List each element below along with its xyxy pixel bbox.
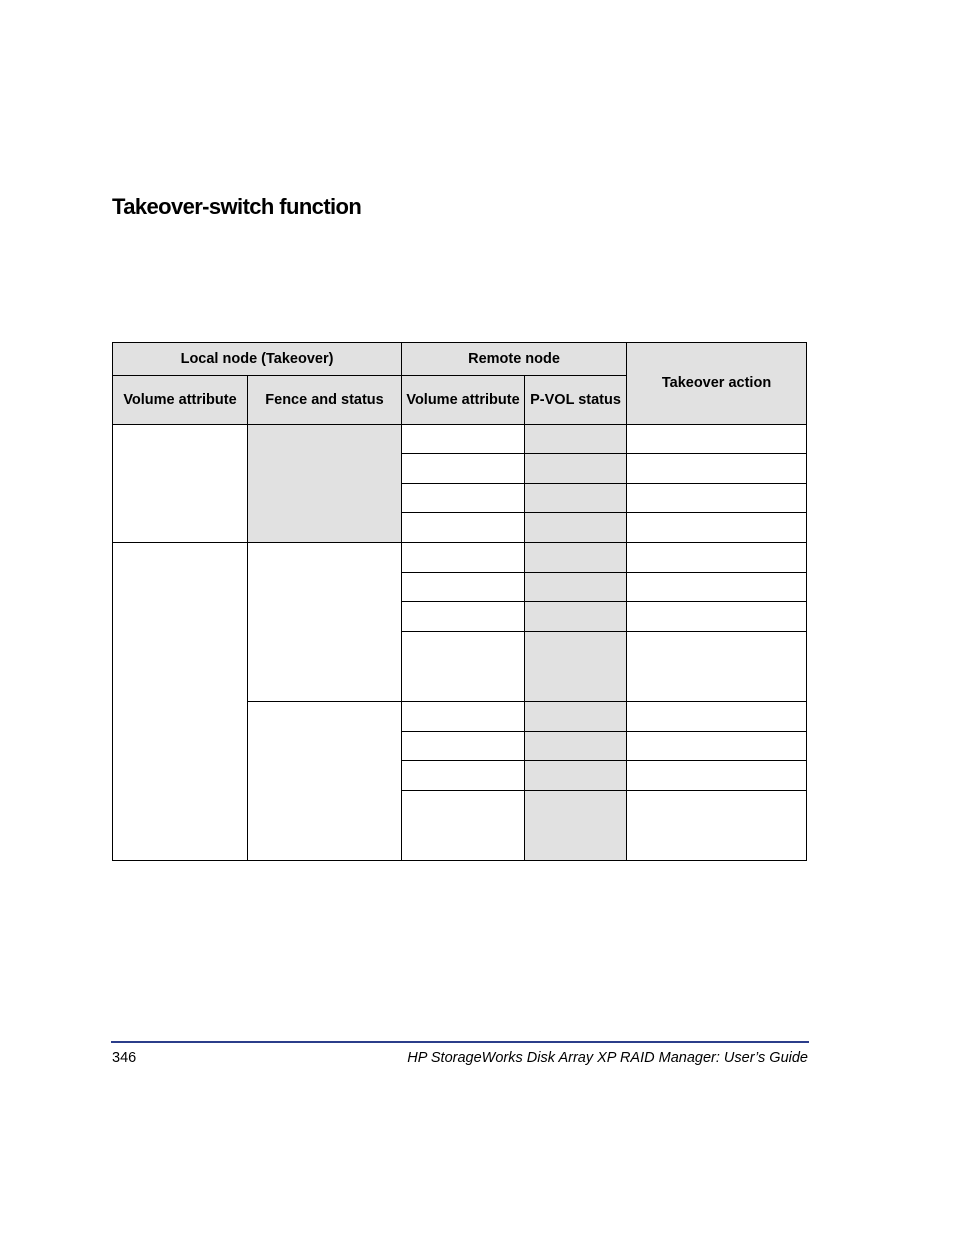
takeover-action-cell	[627, 454, 807, 484]
takeover-action-cell	[627, 573, 807, 602]
header-takeover-action: Takeover action	[627, 343, 807, 425]
fence-status-cell	[248, 543, 402, 702]
takeover-table	[112, 342, 807, 861]
table-row	[113, 425, 807, 454]
pvol-status-cell	[525, 573, 627, 602]
remote-volume-attribute-cell	[402, 761, 525, 791]
takeover-action-cell	[627, 484, 807, 513]
header-local-volume-attribute: Volume attribute	[113, 376, 248, 425]
fence-status-cell	[248, 702, 402, 861]
footer-divider	[111, 1041, 809, 1043]
header-local-node: Local node (Takeover)	[113, 343, 402, 376]
pvol-status-cell	[525, 543, 627, 573]
pvol-status-cell	[525, 513, 627, 543]
remote-volume-attribute-cell	[402, 513, 525, 543]
page-number: 346	[112, 1050, 137, 1066]
remote-volume-attribute-cell	[402, 602, 525, 632]
takeover-action-cell	[627, 761, 807, 791]
table-row	[113, 543, 807, 573]
remote-volume-attribute-cell	[402, 702, 525, 732]
local-volume-attribute-cell	[113, 543, 248, 861]
takeover-action-cell	[627, 425, 807, 454]
header-fence-and-status: Fence and status	[248, 376, 402, 425]
fence-status-cell	[248, 425, 402, 543]
remote-volume-attribute-cell	[402, 484, 525, 513]
remote-volume-attribute-cell	[402, 425, 525, 454]
pvol-status-cell	[525, 761, 627, 791]
guide-title: HP StorageWorks Disk Array XP RAID Manager: User’s Guide	[407, 1050, 808, 1066]
takeover-action-cell	[627, 702, 807, 732]
pvol-status-cell	[525, 732, 627, 761]
remote-volume-attribute-cell	[402, 632, 525, 702]
header-pvol-status: P-VOL status	[525, 376, 627, 425]
remote-volume-attribute-cell	[402, 543, 525, 573]
pvol-status-cell	[525, 602, 627, 632]
pvol-status-cell	[525, 702, 627, 732]
pvol-status-cell	[525, 454, 627, 484]
takeover-action-cell	[627, 732, 807, 761]
section-title: Takeover-switch function	[112, 194, 362, 219]
header-remote-volume-attribute: Volume attribute	[402, 376, 525, 425]
takeover-action-cell	[627, 791, 807, 861]
takeover-action-cell	[627, 513, 807, 543]
remote-volume-attribute-cell	[402, 791, 525, 861]
local-volume-attribute-cell	[113, 425, 248, 543]
pvol-status-cell	[525, 425, 627, 454]
pvol-status-cell	[525, 632, 627, 702]
takeover-action-cell	[627, 543, 807, 573]
remote-volume-attribute-cell	[402, 732, 525, 761]
pvol-status-cell	[525, 484, 627, 513]
pvol-status-cell	[525, 791, 627, 861]
remote-volume-attribute-cell	[402, 454, 525, 484]
remote-volume-attribute-cell	[402, 573, 525, 602]
header-remote-node: Remote node	[402, 343, 627, 376]
takeover-action-cell	[627, 602, 807, 632]
takeover-action-cell	[627, 632, 807, 702]
